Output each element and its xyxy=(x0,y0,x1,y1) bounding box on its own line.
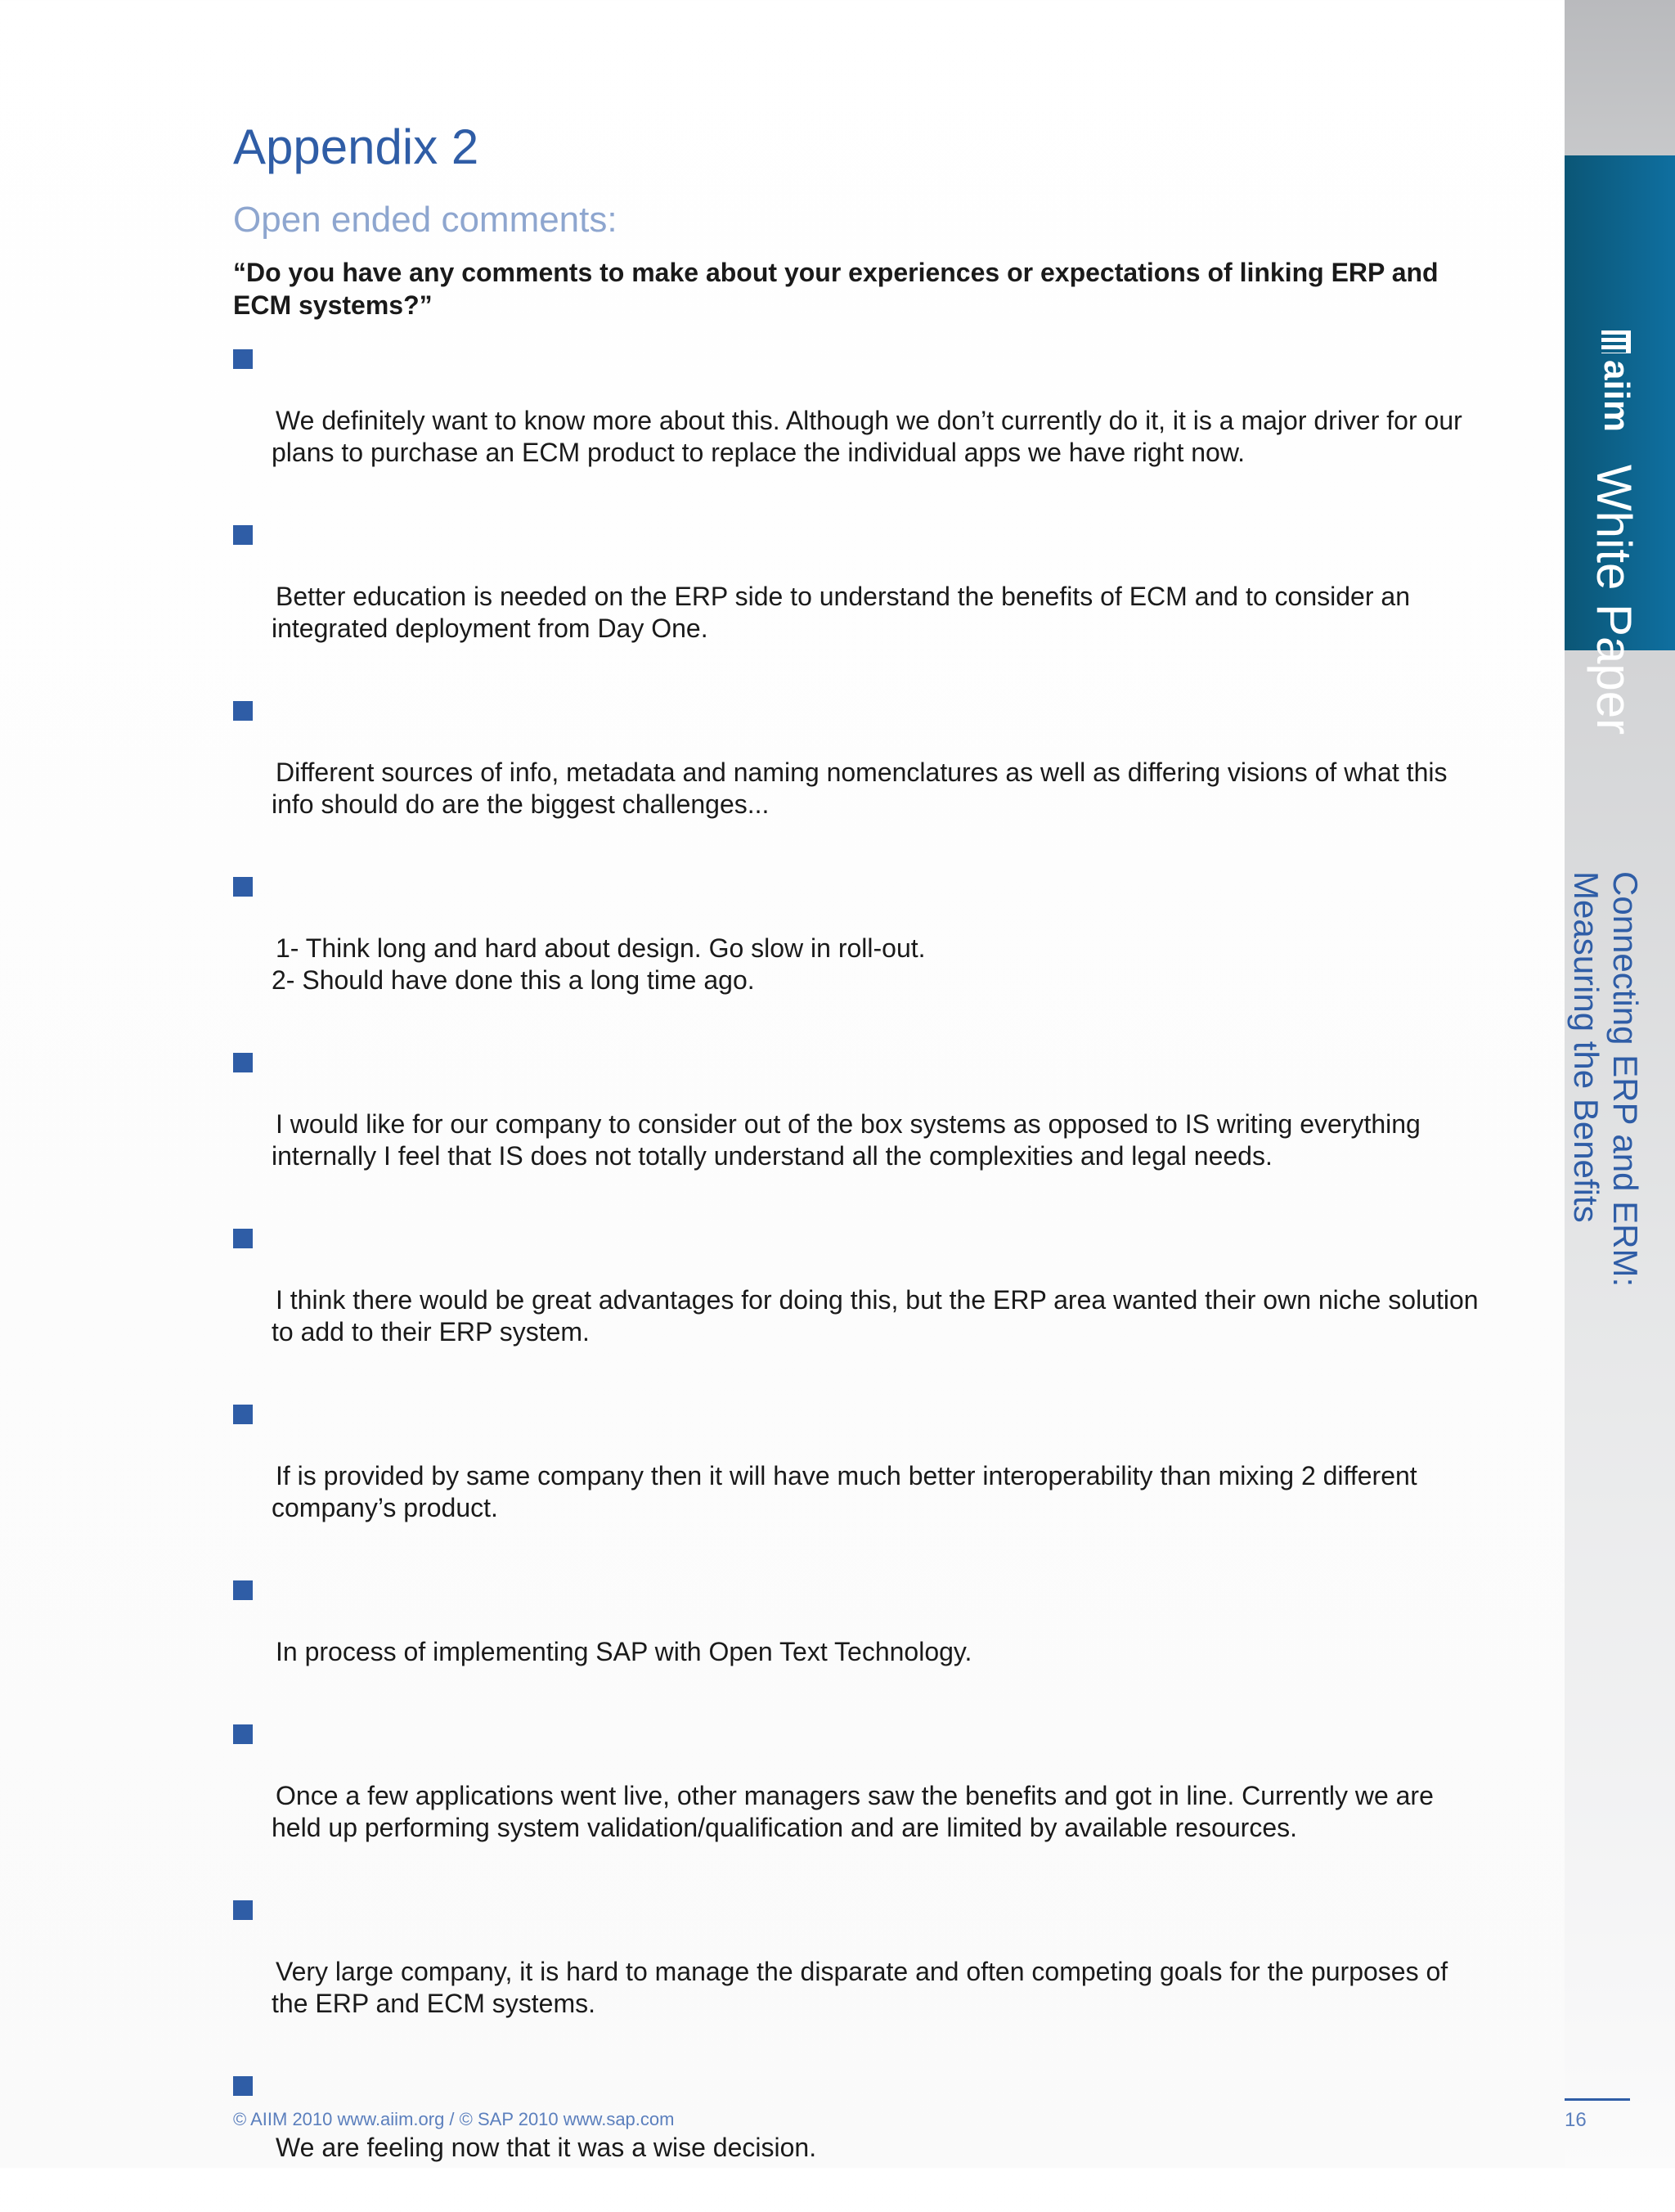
aiim-logo-icon xyxy=(1601,330,1631,353)
list-item xyxy=(233,2068,1484,2196)
bullet-square-icon xyxy=(233,1580,253,1600)
list-item xyxy=(233,869,1484,1028)
bullet-square-icon xyxy=(233,349,253,369)
comment-text: Better education is needed on the ERP side to understand the benefits of ECM and to consider an integrated deployment from Day One. xyxy=(272,581,1410,643)
page-title: Appendix 2 xyxy=(233,119,479,174)
bullet-square-icon xyxy=(233,525,253,545)
list-item xyxy=(233,1396,1484,1556)
page-number-rule xyxy=(1565,2098,1630,2101)
list-item xyxy=(233,1716,1484,1876)
comment-text: Different sources of info, metadata and naming nomenclatures as well as differing visions of what this info should do are the biggest challenges... xyxy=(272,757,1448,819)
list-item xyxy=(233,517,1484,677)
section-heading: Open ended comments: xyxy=(233,200,617,240)
survey-question: “Do you have any comments to make about your experiences or expectations of linking ERP and ECM systems?” xyxy=(233,257,1439,320)
comment-text: 1- Think long and hard about design. Go slow in roll-out. 2- Should have done this a long time ago. xyxy=(272,933,926,995)
comment-text: We are feeling now that it was a wise decision. xyxy=(276,2132,817,2162)
white-paper-label: White Paper xyxy=(1587,465,1641,735)
bullet-square-icon xyxy=(233,1724,253,1744)
bullet-square-icon xyxy=(233,1405,253,1424)
footer-copyright: © AIIM 2010 www.aiim.org / © SAP 2010 www.sap.com xyxy=(233,2109,675,2129)
bullet-square-icon xyxy=(233,1900,253,1920)
comment-text: In process of implementing SAP with Open Text Technology. xyxy=(276,1636,972,1666)
bullet-square-icon xyxy=(233,2076,253,2096)
brand-name: aiim xyxy=(1596,360,1637,433)
comment-text: Once a few applications went live, other managers saw the benefits and got in line. Currently we are held up performing system validation/qualification and are limited by available resources. xyxy=(272,1780,1434,1842)
page-content xyxy=(233,119,1484,2212)
list-item xyxy=(233,1045,1484,1204)
comment-list xyxy=(233,341,1484,2196)
bullet-square-icon xyxy=(233,701,253,721)
comment-text: I would like for our company to consider out of the box systems as opposed to IS writing everything internally I feel that IS does not totally understand all the complexities and legal needs. xyxy=(272,1108,1421,1171)
comment-text: We definitely want to know more about this. Although we don’t currently do it, it is a major driver for our plans to purchase an ECM product to replace the individual apps we have right now. xyxy=(272,405,1462,467)
bullet-square-icon xyxy=(233,877,253,897)
list-item xyxy=(233,1892,1484,2052)
list-item xyxy=(233,1221,1484,1380)
list-item xyxy=(233,341,1484,501)
comment-text: I think there would be great advantages for doing this, but the ERP area wanted their own niche solution to add to their ERP system. xyxy=(272,1284,1479,1347)
document-title-line-2: Measuring the Benefits xyxy=(1567,871,1605,1223)
list-item xyxy=(233,1572,1484,1700)
bullet-square-icon xyxy=(233,1229,253,1248)
comment-text: Very large company, it is hard to manage the disparate and often competing goals for the purposes of the ERP and ECM systems. xyxy=(272,1956,1448,2018)
document-title-line-1: Connecting ERP and ERM: xyxy=(1606,871,1645,1288)
comment-text: If is provided by same company then it will have much better interoperability than mixing 2 different company’s product. xyxy=(272,1460,1417,1522)
side-band xyxy=(1565,0,1675,2168)
aiim-logo xyxy=(1596,330,1637,433)
white-paper-tab xyxy=(1565,155,1675,735)
list-item xyxy=(233,693,1484,852)
bullet-square-icon xyxy=(233,1053,253,1072)
document-title xyxy=(1566,871,1645,1287)
page-number: 16 xyxy=(1565,2109,1587,2131)
